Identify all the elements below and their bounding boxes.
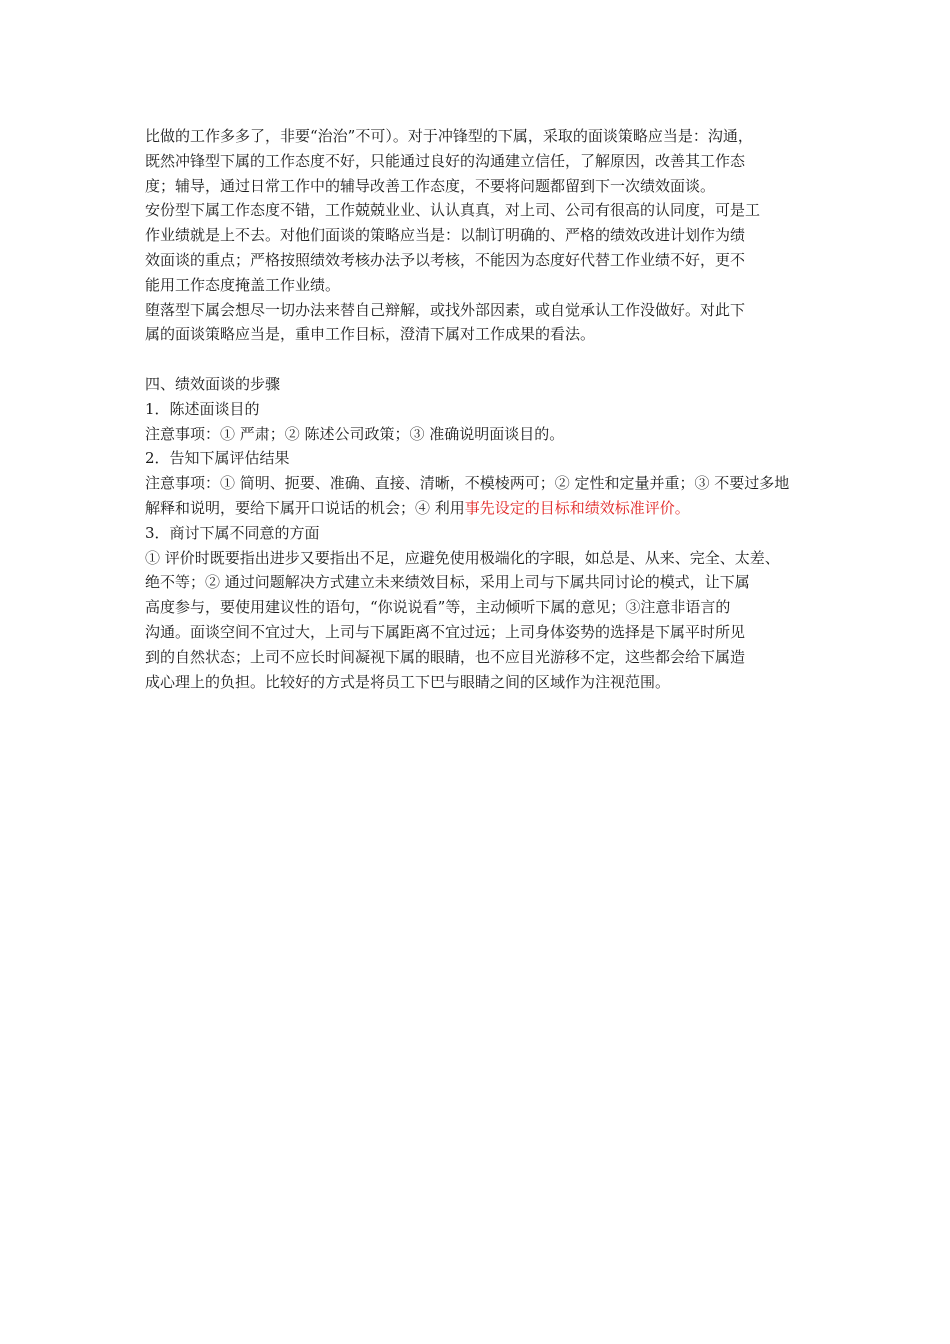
step-3-line: 绝不等；② 通过问题解决方式建立未来绩效目标，采用上司与下属共同讨论的模式，让下属 bbox=[145, 573, 750, 592]
step-3-line: 到的自然状态；上司不应长时间凝视下属的眼睛，也不应目光游移不定，这些都会给下属造 bbox=[145, 647, 746, 666]
step-2-note-prefix: 解释和说明，要给下属开口说话的机会；④ 利用 bbox=[145, 498, 465, 517]
section-heading: 四、绩效面谈的步骤 bbox=[145, 374, 281, 393]
step-3-line: 高度参与，要使用建议性的语句，“你说说看”等，主动倾听下属的意见；③注意非语言的 bbox=[145, 598, 731, 617]
step-3-line: ① 评价时既要指出进步又要指出不足，应避免使用极端化的字眼，如总是、从来、完全、太差、 bbox=[145, 548, 780, 567]
step-2-title: 2．告知下属评估结果 bbox=[145, 449, 290, 468]
step-2-note-line bbox=[145, 496, 817, 521]
highlighted-text: 事先设定的目标和绩效标准评价 bbox=[464, 498, 675, 517]
step-3-title: 3．商讨下属不同意的方面 bbox=[145, 523, 320, 542]
paragraph-line: 能用工作态度掩盖工作业绩。 bbox=[145, 275, 341, 294]
document-page bbox=[145, 124, 817, 694]
step-2-note-line: 注意事项：① 简明、扼要、准确、直接、清晰，不模棱两可；② 定性和定量并重；③ 不要过多地 bbox=[145, 474, 790, 493]
step-3-line: 成心理上的负担。比较好的方式是将员工下巴与眼睛之间的区域作为注视范围。 bbox=[145, 672, 671, 691]
step-1-note: 注意事项：① 严肃；② 陈述公司政策；③ 准确说明面谈目的。 bbox=[145, 424, 565, 443]
paragraph-line: 度；辅导，通过日常工作中的辅导改善工作态度，不要将问题都留到下一次绩效面谈。 bbox=[145, 176, 716, 195]
paragraph-line: 堕落型下属会想尽一切办法来替自己辩解，或找外部因素，或自觉承认工作没做好。对此下 bbox=[145, 300, 746, 319]
step-3-line: 沟通。面谈空间不宜过大，上司与下属距离不宜过远；上司身体姿势的选择是下属平时所见 bbox=[145, 622, 746, 641]
highlighted-punctuation: 。 bbox=[674, 498, 690, 517]
blank-line bbox=[145, 347, 817, 372]
step-1-title: 1．陈述面谈目的 bbox=[145, 399, 260, 418]
paragraph-line: 效面谈的重点；严格按照绩效考核办法予以考核，不能因为态度好代替工作业绩不好，更不 bbox=[145, 250, 746, 269]
paragraph-line: 比做的工作多多了，非要“治治”不可）。对于冲锋型的下属，采取的面谈策略应当是：沟通， bbox=[145, 127, 753, 145]
paragraph-line: 作业绩就是上不去。对他们面谈的策略应当是：以制订明确的、严格的绩效改进计划作为绩 bbox=[145, 226, 746, 245]
paragraph-line: 属的面谈策略应当是，重申工作目标，澄清下属对工作成果的看法。 bbox=[145, 325, 596, 344]
paragraph-line: 安份型下属工作态度不错，工作兢兢业业、认认真真，对上司、公司有很高的认同度，可是工 bbox=[145, 201, 761, 220]
paragraph-line: 既然冲锋型下属的工作态度不好，只能通过良好的沟通建立信任，了解原因，改善其工作态 bbox=[145, 151, 746, 170]
